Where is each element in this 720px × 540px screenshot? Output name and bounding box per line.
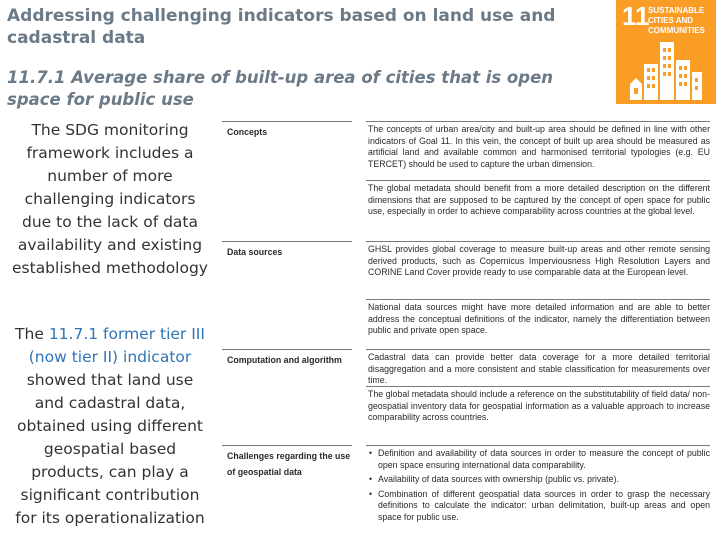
sdg-label: SUSTAINABLE CITIES AND COMMUNITIES (648, 6, 705, 35)
row-content (366, 445, 710, 527)
data-sources-paragraph-1: GHSL provides global coverage to measure built-up areas and other remote sensing derived products, such as Copernicus Imperviousness High Resolution Layers and CORINE Land Cover provide ready to use comparable data at the European level. (366, 241, 710, 299)
row-content (366, 241, 710, 337)
page-title: Addressing challenging indicators based on land use and cadastral data (7, 6, 556, 48)
row-label: Data sources (222, 241, 352, 260)
row-label: Challenges regarding the use of geospatial data (222, 445, 352, 480)
intro-paragraph: The SDG monitoring framework includes a number of more challenging indicators due to the lack of data availability and existing established methodology (12, 121, 208, 277)
indicator-highlight: 11.7.1 former tier III (now tier II) indicator (28, 325, 205, 366)
row-content (366, 121, 710, 218)
computation-paragraph-1: Cadastral data can provide better data coverage for a more detailed territorial disaggregation and a more consistent and stable classification for measurements over time. (366, 349, 710, 386)
computation-paragraph-2: The global metadata should include a reference on the substitutability of field data/ non-geospatial inventory data for geospatial information as a valuable approach to increase comparability across countries. (366, 386, 710, 424)
challenges-list (366, 445, 710, 524)
row-label: Computation and algorithm (222, 349, 352, 368)
sdg-11-badge (616, 0, 716, 104)
row-content (366, 349, 710, 424)
list-item: • Combination of different geospatial data sources in order to grasp the necessary definitions to calculate the indicator: urban delimitation, built-up areas and open space for public use. (366, 489, 710, 524)
list-item: • Definition and availability of data sources in order to measure the concept of public open space ensuring international data comparability. (366, 448, 710, 471)
city-buildings-icon (630, 40, 702, 100)
indicator-paragraph-end: showed that land use and cadastral data, obtained using different geospatial based products, can play a significant contribution for its operationalization (15, 371, 205, 527)
concepts-paragraph-1: The concepts of urban area/city and built-up area should be defined in line with other indicators of Goal 11. In this vein, the concept of built up area should be measured as artificial land and available common and harmonised territorial typologies (e.g. EU TERCET) should be used to capture the urban dimension. (366, 121, 710, 180)
indicator-paragraph (10, 323, 210, 530)
indicator-paragraph-start: The (15, 325, 49, 343)
concepts-paragraph-2: The global metadata should benefit from a more detailed description on the different dimensions that are supposed to be captured by the concept of open space for public use, especially in order to achieve comparability across countries at the global level. (366, 180, 710, 218)
list-item: • Availability of data sources with ownership (public vs. private). (366, 474, 710, 486)
data-sources-paragraph-2: National data sources might have more detailed information and are able to better address the conceptual definitions of the indicator, namely the differentiation between public and private open space. (366, 299, 710, 337)
row-label: Concepts (222, 121, 352, 140)
sdg-number: 11 (622, 1, 650, 31)
indicator-subtitle: 11.7.1 Average share of built-up area of cities that is open space for public use (7, 68, 554, 109)
